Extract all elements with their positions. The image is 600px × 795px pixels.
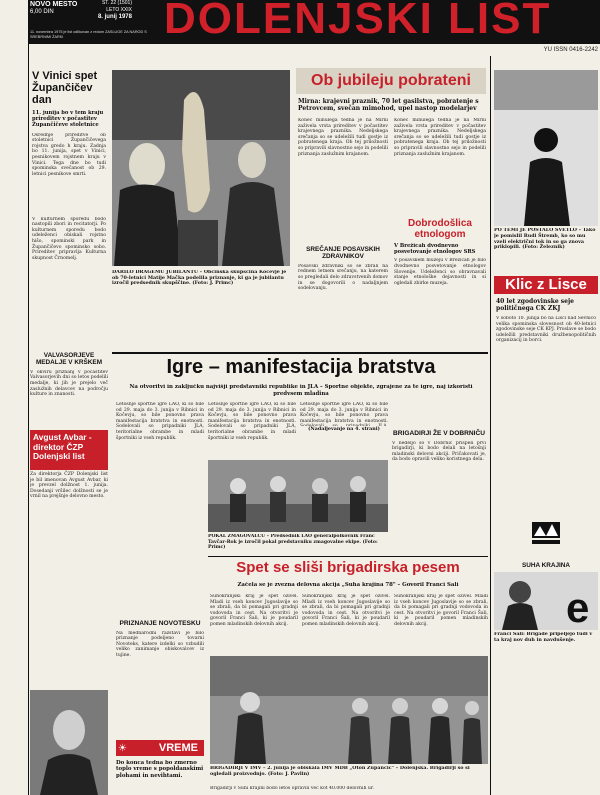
etnologi-body: V posavskem muzeju v Brežicah je bilo dvodnevno posvetovanje etnologov Slovenije. Udeleženci so obravnavali stanje etnološke dejavnosti in si ogledali zbirke muzeja. [394, 258, 486, 286]
jubilej-body: Konec minulega tedna je na Mirni zaživela vrsta prireditev v počastitev krajevnega praznika. Nedeljskega srečanja so se udeležili tudi gostje iz pobratenega kraja. Ob tej priložnosti so pripravili slavnostno sejo in podelili priznanja zaslužnim krajanom. [298, 118, 388, 157]
dobrnic-body: V nedeljo so v Dobrnič prispeli prvi brigadirji, ki bodo delali na letošnji mladinski delovni akciji. Pričakovati je, da bodo opravili veliko koristnega dela. [392, 440, 486, 463]
igre-headline: Igre – manifestacija bratstva [166, 356, 436, 378]
column-rule [28, 44, 29, 795]
suha-krajina-logo [496, 520, 596, 568]
sali-caption: Franci Šali: Brigade pripeljejo tudi v ta kraj nov duh in navdušenje. [494, 632, 593, 643]
igre-photo-caption: POKAL ZMAGOVALCU – Predsednik LAO generalpolkovnik Franc Tavčar-Rok je izročil pokal predstavniku zmagovalne ekipe. (Foto: Primc) [208, 534, 378, 551]
jubilee-photo [112, 70, 290, 266]
jubilej-lead: Mirna: krajevni praznik, 70 let gasilstva, pobratenje s Petrovcem, svečan mimohod, upel nastop modelarjev [298, 98, 479, 113]
igre-subhead: Na otvoritvi in zaključku najvišji predstavniki republike in JLA – Športne objekte, zgrajene za te igre, naj izkoristi predvsem mladina [129, 384, 473, 397]
avbar-title: Avgust Avbar - direktor ČZP Dolenjski list [33, 432, 92, 462]
igre-photo [208, 460, 388, 532]
priznanje-box [116, 620, 204, 731]
dobrnic-title: BRIGADIRJI ŽE V DOBRNIČU [393, 430, 485, 437]
svetlo-caption: PO TEMI JE POSTALO SVETLO – Tako je pomislil Rudi Štremb, ko so mu vzeli električni tok in so ga znova priklopili. (Foto: Železnik) [494, 228, 596, 251]
lisce-banner [494, 276, 598, 294]
masthead-number: ŠT. 22 (1501) [101, 0, 132, 6]
avbar-text: Za direktorja ČZP Dolenjski list je bil imenovan Avgust Avbar, ki je prevzel dolžnost 1. junija. Dosedanji vršilec dolžnosti se je vrnil na prejšnje delovno mesto. [30, 470, 108, 682]
srecanje-body: Posavski zdravniki so se zbrali na rednem letnem srečanju, na katerem so pregledali delo zdravstvenih domov in se dogovorili o nadaljnjem sodelovanju. [298, 263, 388, 292]
brigadirji-graphic [210, 656, 488, 764]
right-rule [490, 56, 491, 795]
lisce-lead: 40 let zgodovinske seje političnega CK ZKJ [496, 298, 574, 313]
masthead-date: 8. junij 1978 [97, 14, 132, 20]
etnologi-lead: V Brežicah dvodnevno posvetovanje etnologov SRS [394, 243, 476, 256]
sali-graphic [494, 572, 598, 630]
weather-brand: VREME [158, 742, 198, 754]
igre-body-3: Letošnje športne igre LAO, ki so bile od 29. maja do 3. junija v Ribnici in Kočevju, so bile ponovno prava manifestacija bratstva in enotnosti. [300, 402, 388, 424]
jubilee-graphic [112, 70, 290, 266]
sali-photo [494, 572, 598, 630]
portrait-photo [30, 690, 108, 795]
vinici-lead: 11. junija bo v tem kraju prireditev v počastitev Župančičeve stoletnice [32, 110, 104, 129]
weather-text: Do konca tedna bo zmerno toplo vreme s popoldanskimi plohami in nevihtami. [116, 760, 204, 779]
etnologi-headline: Dobrodošlica etnologom [408, 218, 472, 240]
srecanje-title: SREČANJE POSAVSKIH ZDRAVNIKOV [306, 246, 380, 261]
vinici-article [32, 70, 106, 313]
valvasor-text: V okviru priznanj v počastitev Valvasorjevih dni so letos podelili medalje, ki jih je prejelo več zaslužnih delavcev na področju kulture in znanosti. [30, 369, 108, 398]
jubilee-caption: DARILO DRAGEMU JUBILANTU – Občinska skupščina Kočevje je ob 70-letnici Matije Mačka podelila priznanje, ki ga je jubilantu izročil predsednik skupščine. (Foto: J. Primc) [112, 270, 287, 287]
suha-krajina-emblem [496, 520, 596, 558]
spet-rule [208, 556, 488, 557]
vinici-headline: V Vinici spet Župančičev dan [32, 70, 98, 106]
priznanje-title: PRIZNANJE NOVOTESKU [119, 620, 201, 627]
igre-body: Letošnje športne igre LAO, ki so bile od 29. maja do 3. junija v Ribnici in Kočevju, so bile ponovno prava manifestacija bratstva in enotnosti. Sodelovali so pripadniki JLA, teritorialne obrambe in mladi športniki iz vseh republik. [116, 402, 204, 441]
valvasor-title: VALVASORJEVE MEDALJE V KRŠKEM [35, 352, 103, 367]
jubilej-body-2: Konec minulega tedna je na Mirni zaživela vrsta prireditev v počastitev krajevnega praznika. Nedeljskega srečanja so se udeležili tudi gostje iz pobratenega kraja. Ob tej priložnosti so pripravili slavnostno sejo in podelili priznanja zaslužnim krajanom. [394, 118, 486, 157]
masthead-title: DOLENJSKI LIST [164, 0, 552, 43]
suha-krajina-label: SUHA KRAJINA [521, 562, 571, 569]
masthead-issue [92, 0, 132, 21]
spet-body: Suhokranjski kraj je spet oživel. Mladi iz vseh koncev Jugoslavije so se zbrali, da bi pomagali pri gradnji vodovoda in cest. Na otvoritvi je govoril Franci Šali, ki je poudaril pomen mladinskih delovnih akcij. [210, 594, 298, 627]
lisce-headline: Klic z Lisce [505, 276, 587, 293]
spet-body-3: Suhokranjski kraj je spet oživel. Mladi iz vseh koncev Jugoslavije so se zbrali, da bi pomagali pri gradnji vodovoda in cest. Na otvoritvi je govoril Franci Šali, ki je poudaril pomen mladinskih delovnih akcij. [394, 594, 488, 627]
svetlo-graphic [494, 70, 598, 226]
valvasor-box [30, 352, 108, 422]
sun-icon: ☀ [118, 743, 127, 754]
masthead-city: NOVO MESTO [30, 1, 78, 8]
brigadirji-photo [210, 656, 488, 764]
jubilej-headline: Ob jubileju pobrateni [311, 72, 471, 89]
vinici-body-b: V kulturnem sporedu bodo nastopili zbori in recitatorji. Po kulturnem sporedu bodo udeleženci obiskali rojstno hišo, spominski park in Župančičevo spominsko sobo. Prireditev pripravlja Kulturna skupnost Črnomelj. [32, 216, 106, 261]
spet-subhead: Začela se je zvezna delovna akcija „Suha krajina 78" – Govoril Franci Šali [237, 582, 459, 588]
igre-continued: (Nadaljevanje na 4. strani) [308, 426, 380, 432]
spet-headline: Spet se sliši brigadirska pesem [236, 559, 460, 576]
igre-body-2: Letošnje športne igre LAO, ki so bile od 29. maja do 3. junija v Ribnici in Kočevju, so bile ponovno prava manifestacija bratstva in enotnosti. Sodelovali so pripadniki JLA, teritorialne obrambe in mladi športniki iz vseh republik. [208, 402, 296, 441]
jubilej-banner [296, 68, 486, 94]
etnologi-box [394, 218, 486, 340]
igre-graphic [208, 460, 388, 532]
lisce-body: V soboto 10. junija bo na Lisci nad Sevnico velika spominska slovesnost ob 40-letnici zgodovinske seje CK KPJ. Proslave se bodo udeležili predstavniki družbenopolitičnih organizacij in borci. [496, 316, 596, 344]
masthead-award: 11. novembra 1975 je list odlikovan z redom ZASLUGE ZA NAROD S SREBRNIMI ŽARKI [30, 30, 147, 39]
spet-body-2: Suhokranjski kraj je spet oživel. Mladi iz vseh koncev Jugoslavije so se zbrali, da bi pomagali pri gradnji vodovoda in cest. Na otvoritvi je govoril Franci Šali, ki je poudaril pomen mladinskih delovnih akcij. [302, 594, 390, 627]
vinici-body-a: Osrednje prireditve ob stoletnici Župančičevega rojstva gredo h kraju. Zadnja bo 11. junija, spet v Vinici, pesnikovem rojstnem kraju v Vinici. Tega dne bo tudi spominska svečanost ob 29. letnici pesnikove smrti. [32, 132, 106, 177]
srecanje-box [298, 246, 388, 342]
spet-footer: Brigadirji v Suhi krajini bodo letos opravili več kot 40.000 delovnih ur. [210, 786, 375, 791]
dobrnic-box [392, 430, 486, 539]
masthead-year: LETO XXIX [106, 7, 132, 13]
priznanje-body: Na mednarodni razstavi je bilo priznanje podeljeno tovarni Novoteks, katere izdelki so vzbudili veliko zanimanje obiskovalcev iz tujine. [116, 630, 204, 658]
svg-text:e: e [566, 584, 590, 630]
brigadirji-caption: BRIGADIRJI V IMV – 2. junija je obiskala IMV MDB „Oton Župančič" – Dolenjska. Brigadirji so si ogledali proizvodnjo. (Foto: J. Pavlin) [210, 766, 470, 777]
masthead-issn: YU ISSN 0416-2242 [543, 47, 598, 53]
svetlo-photo [494, 70, 598, 226]
masthead-price: 6,00 DIN [30, 9, 54, 15]
portrait-graphic [30, 690, 108, 795]
